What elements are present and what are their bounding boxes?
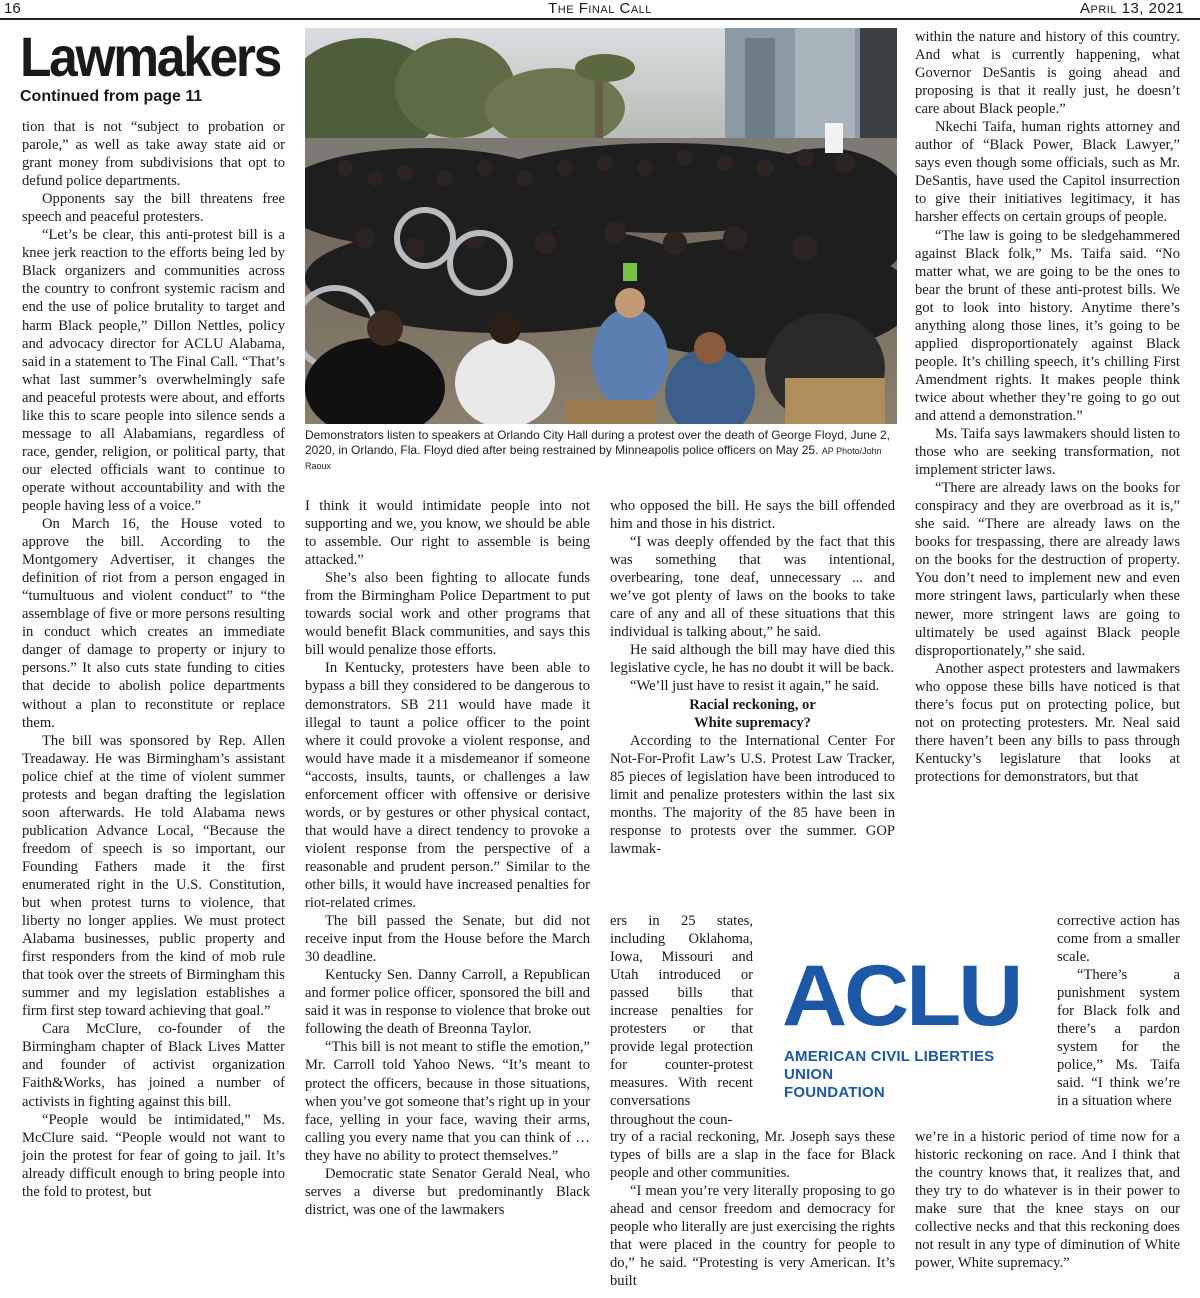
paragraph: tion that is not “subject to probation or parole,” as well as take away state aid or grant money from subdivisions that opt to defund police departments. (22, 119, 285, 190)
paragraph: “The law is going to be sledgehammered against Black folk,” Ms. Taifa said. “No matter what, we are going to be the ones to bear the brunt of these anti-protest bills. We got to look into history. Anytime there’s anything along those lines, it’s going to be applied disproportionately against Black people. It’s chilling speech, it’s chilling First Amendment rights. It makes people think twice about whether they’re going to go out and attend a demonstration.” (915, 227, 1180, 424)
paragraph: Another aspect protesters and lawmakers who oppose these bills have noticed is that there’s focus put on protecting police, but not on protecting protesters. Mr. Neal said there haven’t been any bills to pass through Kentucky’s legislature that looks at protections for demonstrators, but that (915, 660, 1180, 785)
paragraph: Kentucky Sen. Danny Carroll, a Republican and former police officer, sponsored the bill and said it was in response to violence that broke out following the death of Breonna Taylor. (305, 967, 590, 1038)
aclu-logo-subtitle (784, 1048, 1044, 1102)
article-column-4-bottom (915, 1128, 1180, 1272)
aclu-logo: ACLU (782, 948, 1021, 1044)
paragraph: “There are already laws on the books for conspiracy and they are overbroad as it is,” she said. “There are already laws on the books for trespassing, there are already laws on the books for the destruction of property. You don’t need to implement new and even more stringent laws, particularly when these newer, more stringent laws are going to ultimately be used against Black people disproportionately,” she said. (915, 480, 1180, 659)
page-number: 16 (4, 0, 21, 17)
paragraph: Democratic state Senator Gerald Neal, who serves a diverse but predominantly Black district, was one of the lawmakers (305, 1165, 590, 1218)
paragraph: try of a racial reckoning, Mr. Joseph says these types of bills are a slap in the face for Black people and other communities. (610, 1129, 895, 1182)
paragraph: Ms. Taifa says lawmakers should listen to those who are seeking transformation, not implement stricter laws. (915, 426, 1180, 479)
paragraph: “People would be intimidated,” Ms. McClure said. “People would not want to join the protest for fear of going to jail. It’s already difficult enough to bring people into the fold to protest, but (22, 1111, 285, 1200)
protest-photo (305, 28, 897, 424)
photo-credit: AP Photo/John Raoux (305, 445, 882, 471)
article-column-3 (610, 497, 895, 858)
paragraph: “We’ll just have to resist it again,” he said. (630, 678, 880, 695)
protest-photo-illustration (305, 28, 897, 424)
paragraph: within the nature and history of this country. And what is currently happening, what Governor DeSantis is going ahead and proposing is that it really just, he doesn’t care about Black people.” (915, 29, 1180, 118)
aclu-subtitle-line-1: AMERICAN CIVIL LIBERTIES UNION (784, 1048, 995, 1083)
caption-text: Demonstrators listen to speakers at Orlando City Hall during a protest over the death of George Floyd, June 2, 2020, in Orlando, Fla. Floyd died after being restrained by Minneapolis police officers on May 25. (305, 428, 890, 457)
paragraph: “I was deeply offended by the fact that this was something that was intentional, overbearing, tone deaf, unnecessary ... and we’ve got plenty of laws on the books to take care of any and all of these situations that this individual is talking about,” he said. (610, 534, 895, 641)
paragraph: ers in 25 states, including Oklahoma, Iowa, Missouri and Utah introduced or passed bills that increase penalties for protesters or that provide legal protection for counter-protest measures. With recent conversations throughout the coun- (610, 913, 753, 1128)
article-column-4-narrow (1057, 912, 1180, 1111)
paragraph: The bill was sponsored by Rep. Allen Treadaway. He was Birmingham’s assistant police chief at the time of violent summer protests and began drafting the legislation soon afterwards. He told Alabama news publication Advance Local, “Because the freedom of speech is so important, our Founding Fathers made it the first enumerated right in the U.S. Constitution, but when protest turns to violence, that liberty no longer applies. We must protect Alabama businesses, public property and first responders from the kind of mob rule that took over the streets of Birmingham this summer and my legislation establishes a firm first step toward achieving that goal.” (22, 732, 285, 1020)
paragraph: Cara McClure, co-founder of the Birmingham chapter of Black Lives Matter and founder of activist organization Faith&Works, has joined a number of activists in fighting against this bill. (22, 1021, 285, 1110)
article-column-2 (305, 497, 590, 1219)
article-column-3-bottom (610, 1128, 895, 1290)
paragraph: On March 16, the House voted to approve the bill. According to the Montgomery Advertiser, it changes the definition of riot from a person engaged in “tumultuous and violent conduct” to “the assemblage of five or more persons resulting in conduct which creates an immediate danger of damage to property or injury to persons.” It also cuts state funding to cities that decide to abolish police departments without a plan to reconstitute or replace them. (22, 516, 285, 731)
paragraph: “I mean you’re very literally proposing to go ahead and censor freedom and democracy for people who literally are just exercising the rights that were placed in the country for people to do,” he said. “Protesting is very American. It’s built (610, 1183, 895, 1290)
aclu-subtitle-line-2: FOUNDATION (784, 1084, 885, 1101)
paragraph: who opposed the bill. He says the bill offended him and those in his district. (610, 498, 895, 533)
article-column-4 (915, 28, 1180, 786)
paragraph: She’s also been fighting to allocate funds from the Birmingham Police Department to put towards social work and other programs that would benefit Black communities, and says this bill would penalize those efforts. (305, 570, 590, 659)
paragraph: The bill passed the Senate, but did not receive input from the House before the March 30 deadline. (305, 913, 590, 966)
paragraph: Opponents say the bill threatens free speech and peaceful protesters. (22, 191, 285, 226)
article-column-1 (22, 118, 285, 1201)
issue-date: April 13, 2021 (1079, 0, 1184, 17)
article-column-3-narrow (610, 912, 753, 1129)
paragraph: I think it would intimidate people into not supporting and we, you know, we should be able to assemble. Our right to assemble is being attacked.” (305, 498, 590, 569)
paragraph: corrective action has come from a smaller scale. (1057, 913, 1180, 966)
paragraph: we’re in a historic period of time now for a historic reckoning on race. And I think that the country knows that, it realizes that, and they try to do whatever is in their power to make sure that the knee stays on our collective necks and that this reckoning does not result in any type of diminution of White power, White supremacy.” (915, 1129, 1180, 1272)
aclu-foundation-ad[interactable] (762, 928, 1054, 1128)
continued-from-label: Continued from page 11 (20, 88, 203, 105)
paragraph: “This bill is not meant to stifle the emotion,” Mr. Carroll told Yahoo News. “It’s meant to protect the officers, because in those situations, when you’ve got someone that’s right up in your face, yelling in your face, waving their arms, calling you every name that you can think of … they have no ability to protect themselves.” (305, 1039, 590, 1164)
page-header (0, 0, 1200, 20)
paragraph: According to the International Center For Not-For-Profit Law’s U.S. Protest Law Tracker, 85 pieces of legislation have been introduced to limit and penalize protesters within the last six months. The majority of the 85 have been in response to protests over the summer. GOP lawmak- (610, 732, 895, 857)
article-headline: Lawmakers (20, 25, 280, 88)
paragraph: Nkechi Taifa, human rights attorney and author of “Black Power, Black Lawyer,” says even though some officials, such as Mr. DeSantis, have used the Capitol insurrection to give their initiatives legitimacy, it has harsher effects on certain groups of people. (915, 119, 1180, 226)
paragraph: “There’s a punishment system for Black folk and there’s a pardon system for the police,” Ms. Taifa said. “I think we’re in a situation where (1057, 967, 1180, 1110)
publication-name: The Final Call (548, 0, 652, 17)
paragraph: In Kentucky, protesters have been able to bypass a bill they considered to be dangerous to demonstrators. SB 211 would have made it illegal to taunt a police officer to the point where it could provoke a violent response, and would have made it a misdemeanor if someone “accosts, insults, taunts, or challenges a law enforcement officer with offensive or derisive words, or by gestures or other physical contact, that would have a direct tendency to provoke a violent response from the perspective of a reasonable and prudent person.” Similar to the other bills, it would have increased penalties for riot-related crimes. (305, 660, 590, 912)
paragraph: “Let’s be clear, this anti-protest bill is a knee jerk reaction to the efforts being led by Black organizers and communities across the country to confront systemic racism and end the use of police brutality to target and harm Black people,” Dillon Nettles, policy and advocacy director for ACLU Alabama, said in a statement to The Final Call. “That’s what last summer’s overwhelmingly safe and peaceful protests were about, and efforts like this to scare people into silence sends a message to all Alabamians, regardless of race, gender, religion, or political party, that our elected officials want to continue to operate without accountability and with the people having less of a voice.” (22, 227, 285, 514)
section-subhead-line-1: Racial reckoning, or (689, 696, 816, 713)
paragraph: He said although the bill may have died this legislative cycle, he has no doubt it will be back. (610, 642, 895, 677)
section-subhead-line-2: White supremacy? (694, 714, 811, 731)
photo-caption (305, 428, 897, 474)
